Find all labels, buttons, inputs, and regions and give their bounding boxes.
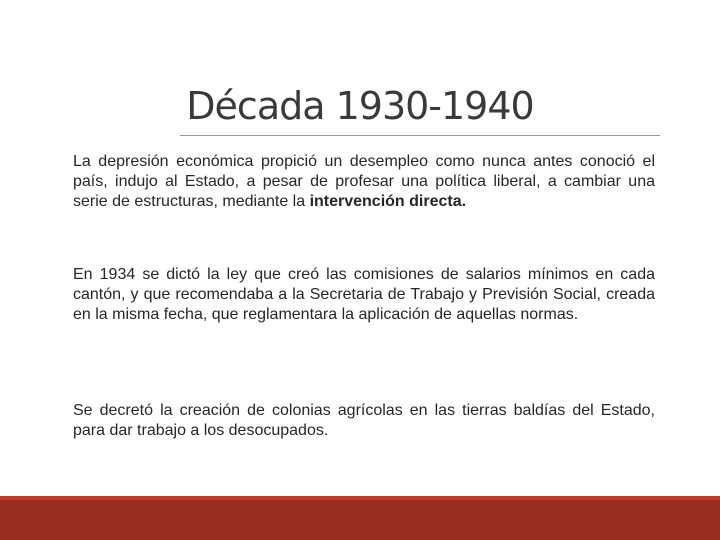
slide-title: Década 1930-1940: [186, 84, 534, 128]
paragraph-depression-bold: intervención directa.: [309, 193, 467, 210]
paragraph-depression-text: La depresión económica propició un desempleo como nunca antes conoció el país, indujo al Estado, a pesar de profesar una política liberal, a cambiar una serie de estructuras, mediante la: [73, 153, 655, 210]
footer-band: [0, 496, 720, 540]
title-divider: [180, 135, 660, 136]
paragraph-minimum-wage-law: En 1934 se dictó la ley que creó las comisiones de salarios mínimos en cada cantón, y que recomendaba a la Secretaria de Trabajo y Previsión Social, creada en la misma fecha, que reglamentara la aplicación de aquellas normas.: [73, 266, 655, 323]
paragraph-depression: [73, 152, 655, 212]
footer-band-accent: [0, 496, 720, 500]
paragraph-agricultural-colonies: Se decretó la creación de colonias agrícolas en las tierras baldías del Estado, para dar trabajo a los desocupados.: [73, 402, 655, 439]
